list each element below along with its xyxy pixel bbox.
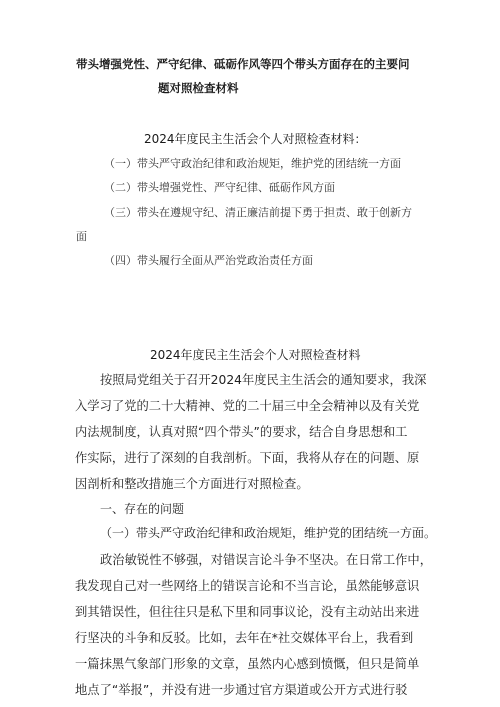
intro-line-2: 入学习了党的二十大精神、党的二十届三中全会精神以及有关党 bbox=[75, 399, 420, 413]
body-line-3: 到其错误性，但往往只是私下里和同事议论，没有主动站出来进 bbox=[75, 605, 420, 619]
body-line-2: 我发现自己对一些网络上的错误言论和不当言论，虽然能够意识 bbox=[75, 579, 420, 593]
intro-line-1: 按照局党组关于召开2024年度民主生活会的通知要求，我深 bbox=[100, 373, 427, 387]
body-line-5: 一篇抹黑气象部门形象的文章，虽然内心感到愤慨，但只是简单 bbox=[75, 657, 420, 671]
section-heading: 2024年度民主生活会个人对照检查材料 bbox=[150, 348, 361, 362]
part-heading: 一、存在的问题 bbox=[100, 502, 185, 516]
summary-item-3-cont: 面 bbox=[76, 230, 87, 243]
intro-line-3: 内法规制度，认真对照“四个带头”的要求，结合自身思想和工 bbox=[75, 425, 408, 439]
body-line-1: 政治敏锐性不够强，对错误言论斗争不坚决。在日常工作中， bbox=[100, 553, 433, 567]
body-line-4: 行坚决的斗争和反驳。比如，去年在*社交媒体平台上，我看到 bbox=[75, 631, 414, 645]
intro-line-4: 作实际，进行了深刻的自我剖析。下面，我将从存在的问题、原 bbox=[75, 451, 420, 465]
summary-item-3: （三）带头在遵规守纪、清正廉洁前提下勇于担责、敢于创新方 bbox=[104, 206, 412, 219]
summary-heading: 2024年度民主生活会个人对照检查材料： bbox=[144, 132, 367, 146]
body-line-6: 地点了“举报”，并没有进一步通过官方渠道或公开方式进行驳 bbox=[75, 683, 408, 697]
intro-line-5: 因剖析和整改措施三个方面进行对照检查。 bbox=[75, 477, 309, 491]
summary-item-2: （二）带头增强党性、严守纪律、砥砺作风方面 bbox=[104, 181, 335, 194]
summary-item-4: （四）带头履行全面从严治党政治责任方面 bbox=[104, 254, 313, 267]
sub-heading: （一）带头严守政治纪律和政治规矩，维护党的团结统一方面。 bbox=[100, 526, 437, 540]
document-title-line-1: 带头增强党性、严守纪律、砥砺作风等四个带头方面存在的主要问 bbox=[76, 57, 410, 71]
summary-item-1: （一）带头严守政治纪律和政治规矩，维护党的团结统一方面 bbox=[104, 157, 401, 170]
document-title-line-2: 题对照检查材料 bbox=[158, 81, 239, 95]
